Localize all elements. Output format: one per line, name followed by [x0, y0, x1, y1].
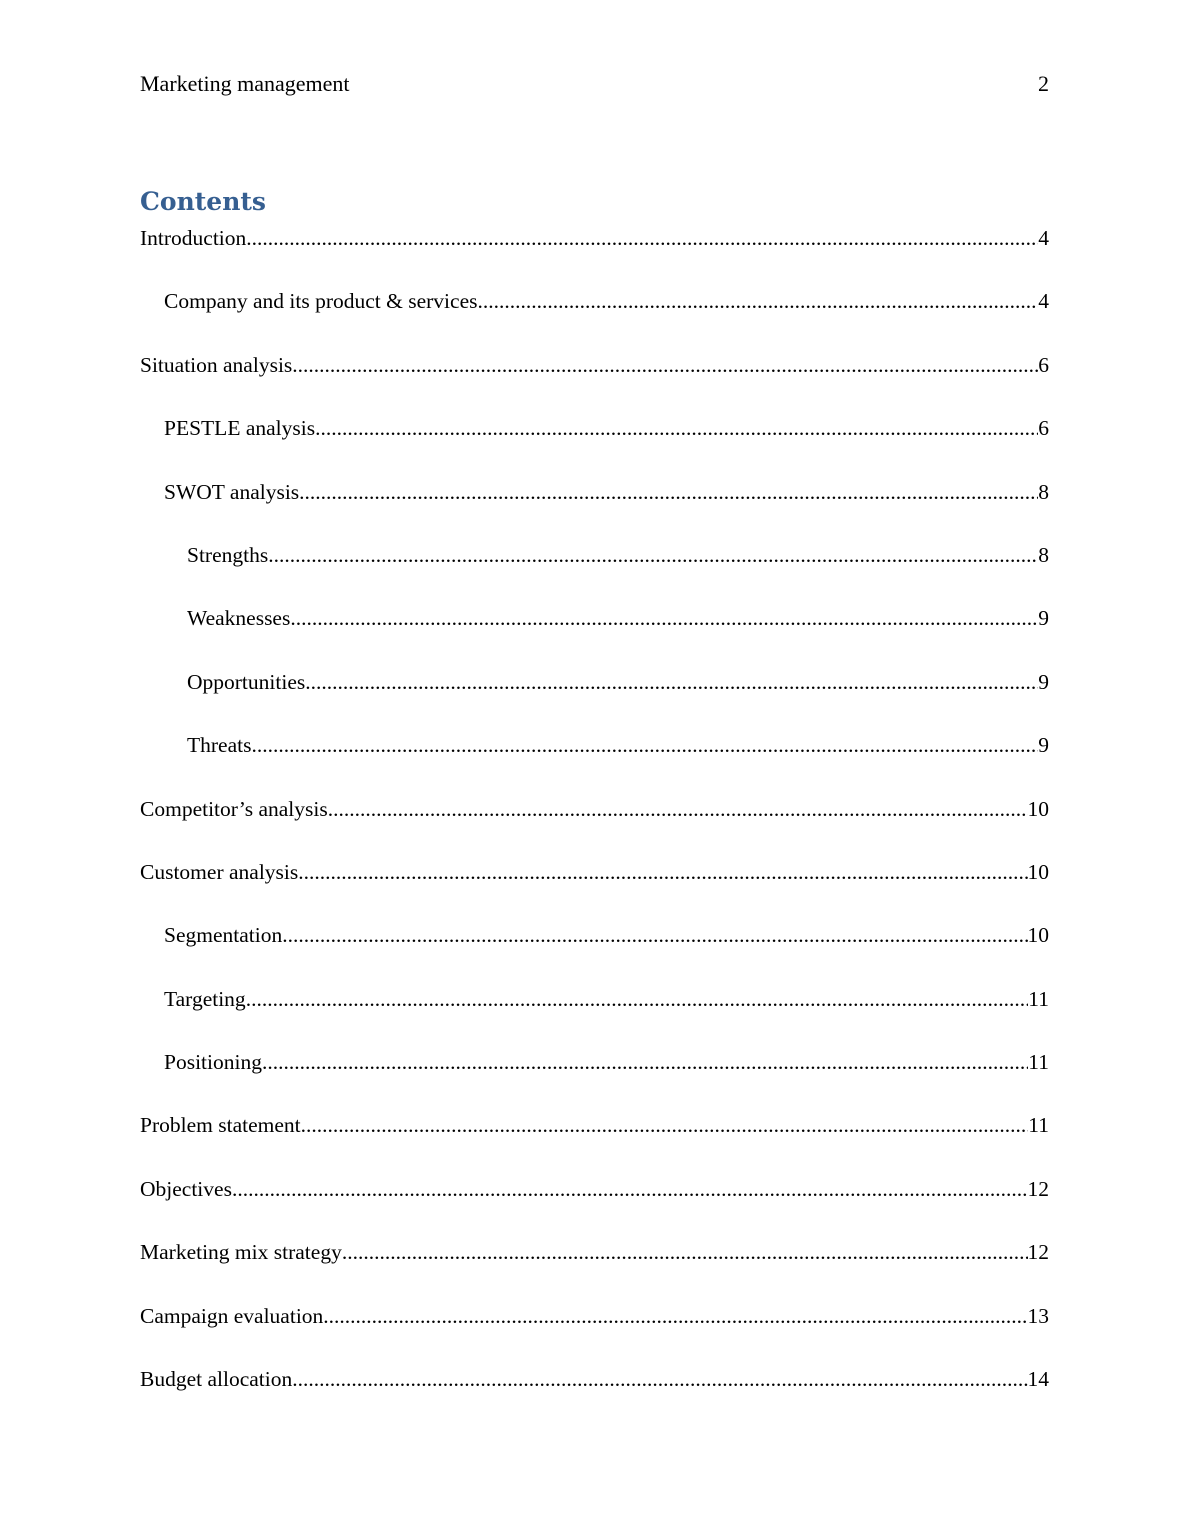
toc-entry-page-number: 6: [1038, 352, 1049, 377]
toc-entry[interactable]: [140, 223, 1049, 286]
toc-dot-leader: [282, 920, 1027, 950]
toc-entry-page-number: 11: [1028, 1113, 1049, 1138]
toc-dot-leader: [299, 477, 1038, 507]
toc-dot-leader: [301, 1110, 1029, 1140]
toc-dot-leader: [292, 350, 1038, 380]
toc-entry-label: Problem statement: [140, 1113, 301, 1138]
toc-dot-leader: [246, 984, 1029, 1014]
toc-entry-label: Objectives: [140, 1176, 232, 1201]
toc-dot-leader: [477, 286, 1038, 316]
toc-entry[interactable]: [140, 540, 1049, 603]
page-header: [140, 70, 1049, 98]
toc-entry-page-number: 6: [1038, 416, 1049, 441]
toc-entry-page-number: 4: [1038, 289, 1049, 314]
toc-entry-page-number: 4: [1038, 226, 1049, 250]
toc-entry-page-number: 12: [1027, 1176, 1049, 1201]
toc-entry[interactable]: [140, 1047, 1049, 1110]
toc-dot-leader: [262, 1047, 1028, 1077]
toc-entry[interactable]: [140, 794, 1049, 857]
toc-entry-page-number: 9: [1038, 733, 1049, 758]
table-of-contents: [140, 223, 1049, 1427]
toc-dot-leader: [268, 540, 1038, 570]
toc-entry-label: Threats: [187, 733, 252, 758]
toc-dot-leader: [290, 603, 1038, 633]
toc-entry-page-number: 10: [1027, 796, 1049, 821]
toc-entry-label: Positioning: [164, 1050, 262, 1075]
toc-entry-label: Competitor’s analysis: [140, 796, 328, 821]
toc-entry-label: Situation analysis: [140, 352, 293, 377]
toc-entry[interactable]: [140, 1237, 1049, 1300]
header-title: Marketing management: [140, 71, 350, 96]
toc-entry-label: Weaknesses: [187, 606, 291, 631]
toc-entry[interactable]: [140, 984, 1049, 1047]
toc-entry[interactable]: [140, 413, 1049, 476]
toc-entry-page-number: 13: [1027, 1303, 1049, 1328]
toc-entry-label: Customer analysis: [140, 859, 299, 884]
toc-entry[interactable]: [140, 603, 1049, 666]
toc-dot-leader: [342, 1237, 1028, 1267]
toc-heading: Contents: [140, 187, 267, 216]
toc-entry-page-number: 11: [1028, 986, 1049, 1011]
toc-entry-page-number: 11: [1028, 1050, 1049, 1075]
toc-entry[interactable]: [140, 1174, 1049, 1237]
toc-entry-label: Company and its product & services: [164, 289, 478, 314]
toc-entry-label: Segmentation: [164, 923, 283, 948]
toc-entry[interactable]: [140, 1364, 1049, 1427]
toc-entry-label: Budget allocation: [140, 1367, 293, 1392]
toc-entry[interactable]: [140, 477, 1049, 540]
toc-dot-leader: [305, 667, 1038, 697]
toc-dot-leader: [251, 730, 1038, 760]
toc-dot-leader: [315, 413, 1038, 443]
toc-entry[interactable]: [140, 1301, 1049, 1364]
toc-entry[interactable]: [140, 857, 1049, 920]
toc-entry-label: Introduction: [140, 226, 247, 250]
toc-dot-leader: [328, 794, 1028, 824]
toc-dot-leader: [232, 1174, 1028, 1204]
toc-entry[interactable]: [140, 350, 1049, 413]
header-page-number: 2: [1038, 71, 1049, 96]
toc-entry-page-number: 12: [1027, 1240, 1049, 1265]
toc-entry[interactable]: [140, 286, 1049, 349]
toc-entry-label: PESTLE analysis: [164, 416, 316, 441]
toc-entry-page-number: 9: [1038, 669, 1049, 694]
toc-entry[interactable]: [140, 730, 1049, 793]
toc-entry[interactable]: [140, 920, 1049, 983]
toc-dot-leader: [323, 1301, 1027, 1331]
toc-entry-label: Opportunities: [187, 669, 306, 694]
toc-entry-label: Campaign evaluation: [140, 1303, 324, 1328]
toc-entry-page-number: 14: [1027, 1367, 1049, 1392]
toc-entry-label: SWOT analysis: [164, 479, 300, 504]
toc-dot-leader: [298, 857, 1027, 887]
toc-entry-page-number: 8: [1038, 479, 1049, 504]
toc-entry[interactable]: [140, 667, 1049, 730]
toc-entry-page-number: 10: [1027, 859, 1049, 884]
toc-entry-label: Targeting: [164, 986, 246, 1011]
toc-dot-leader: [292, 1364, 1027, 1394]
toc-entry-label: Strengths: [187, 542, 269, 567]
toc-entry-page-number: 10: [1027, 923, 1049, 948]
toc-entry-page-number: 9: [1038, 606, 1049, 631]
toc-entry-label: Marketing mix strategy: [140, 1240, 342, 1265]
toc-entry[interactable]: [140, 1110, 1049, 1173]
toc-entry-page-number: 8: [1038, 542, 1049, 567]
toc-dot-leader: [246, 223, 1038, 253]
